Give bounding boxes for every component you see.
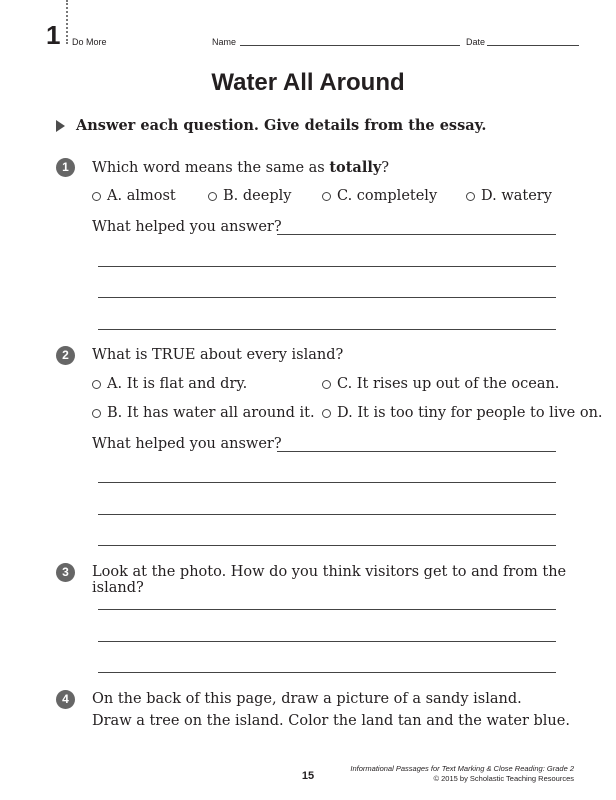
play-triangle-icon — [56, 120, 65, 132]
copyright: © 2015 by Scholastic Teaching Resources — [433, 774, 574, 783]
bold-word: totally — [329, 159, 382, 176]
q2-option-b[interactable]: B. It has water all around it. — [92, 405, 315, 421]
q1-option-c[interactable]: C. completely — [322, 188, 437, 204]
q2-helped-label: What helped you answer? — [92, 436, 282, 452]
page-title: Water All Around — [211, 69, 405, 96]
radio-button-icon[interactable] — [208, 192, 217, 201]
question-number-3: 3 — [56, 563, 75, 582]
question-3-text: Look at the photo. How do you think visitors get to and from the island? — [92, 564, 567, 596]
q1-answer-line[interactable] — [277, 234, 556, 235]
name-label: Name — [212, 37, 237, 47]
radio-button-icon[interactable] — [92, 409, 101, 418]
question-number-2: 2 — [56, 346, 75, 365]
q2-option-d[interactable]: D. It is too tiny for people to live on. — [322, 405, 603, 421]
page-number: 15 — [301, 770, 315, 782]
q2-answer-line[interactable] — [98, 545, 556, 546]
q2-option-c[interactable]: C. It rises up out of the ocean. — [322, 376, 559, 392]
q2-answer-line[interactable] — [277, 451, 556, 452]
section-label: Do More — [72, 37, 107, 47]
radio-button-icon[interactable] — [322, 192, 331, 201]
book-title: Informational Passages for Text Marking & Close Reading: Grade 2 — [350, 764, 574, 773]
question-number-4: 4 — [56, 690, 75, 709]
date-label: Date — [466, 37, 486, 47]
dotted-margin-line — [66, 0, 68, 44]
radio-button-icon[interactable] — [92, 380, 101, 389]
q3-answer-line[interactable] — [98, 672, 556, 673]
q1-answer-line[interactable] — [98, 329, 556, 330]
unit-number: 1 — [46, 20, 61, 50]
instruction-text: Answer each question. Give details from the essay. — [76, 117, 487, 134]
radio-button-icon[interactable] — [322, 409, 331, 418]
radio-button-icon[interactable] — [92, 192, 101, 201]
question-number-1: 1 — [56, 158, 75, 177]
q1-answer-line[interactable] — [98, 297, 556, 298]
q1-helped-label: What helped you answer? — [92, 219, 282, 235]
question-4-line-2: Draw a tree on the island. Color the land tan and the water blue. — [92, 713, 570, 729]
question-4-line-1: On the back of this page, draw a picture of a sandy island. — [92, 691, 522, 707]
date-field[interactable] — [487, 45, 579, 46]
name-field[interactable] — [240, 45, 460, 46]
question-2-text: What is TRUE about every island? — [92, 347, 344, 363]
q1-option-b[interactable]: B. deeply — [208, 188, 291, 204]
q2-answer-line[interactable] — [98, 514, 556, 515]
question-1-text: Which word means the same as totally? — [92, 159, 390, 176]
q1-answer-line[interactable] — [98, 266, 556, 267]
q3-answer-line[interactable] — [98, 641, 556, 642]
q2-answer-line[interactable] — [98, 482, 556, 483]
q3-answer-line[interactable] — [98, 609, 556, 610]
q1-option-a[interactable]: A. almost — [92, 188, 176, 204]
q2-option-a[interactable]: A. It is flat and dry. — [92, 376, 247, 392]
radio-button-icon[interactable] — [466, 192, 475, 201]
radio-button-icon[interactable] — [322, 380, 331, 389]
q1-option-d[interactable]: D. watery — [466, 188, 552, 204]
